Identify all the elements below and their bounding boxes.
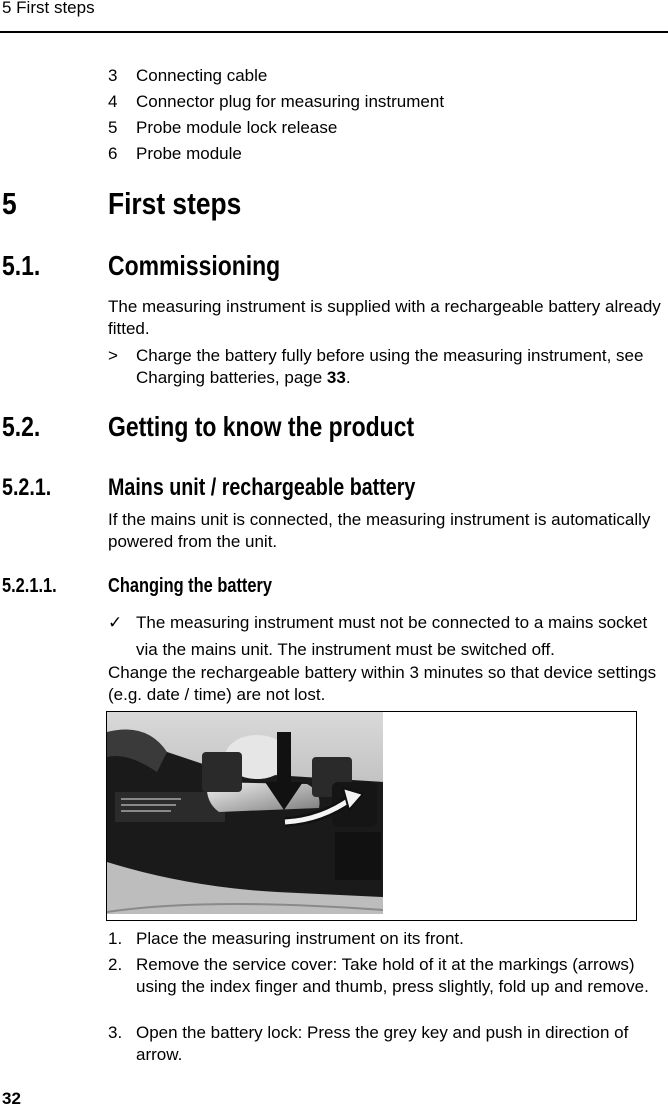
step-text: Charge the battery fully before using the measuring instrument, see Charging batteries, page	[136, 346, 644, 387]
step-number: 2.	[108, 955, 123, 974]
list-item	[108, 143, 242, 165]
chapter-number: 5	[2, 186, 17, 221]
header-divider	[0, 31, 668, 33]
list-item-label: Probe module lock release	[136, 118, 338, 137]
section-number: 5.1.	[2, 250, 41, 281]
step-marker: >	[108, 346, 118, 365]
numbered-step	[108, 928, 664, 950]
page-reference: 33	[326, 368, 346, 387]
section-title: Getting to know the product	[108, 411, 415, 442]
prerequisite-text: The measuring instrument must not be connected to a mains socket via the mains unit. The instrument must be switched off.	[136, 613, 648, 659]
list-item	[108, 117, 337, 139]
step-number: 1.	[108, 929, 123, 948]
list-item-label: Connecting cable	[136, 66, 268, 85]
paragraph: The measuring instrument is supplied with a rechargeable battery already fitted.	[108, 297, 661, 338]
subsection-number: 5.2.1.	[2, 474, 52, 501]
list-item-number: 3	[108, 66, 118, 85]
paragraph: If the mains unit is connected, the measuring instrument is automatically powered from the unit.	[108, 510, 651, 551]
chapter-title: First steps	[108, 186, 242, 221]
check-icon: ✓	[108, 613, 123, 632]
section-title: Commissioning	[108, 250, 281, 281]
numbered-step	[108, 954, 664, 998]
page-number: 32	[2, 1089, 21, 1108]
subsubsection-title: Changing the battery	[108, 575, 273, 597]
step-text: Place the measuring instrument on its front.	[136, 929, 464, 948]
section-number: 5.2.	[2, 411, 41, 442]
list-item	[108, 65, 267, 87]
list-item-number: 4	[108, 92, 118, 111]
figure-frame	[106, 711, 637, 921]
step-end: .	[345, 368, 351, 387]
prerequisite	[108, 609, 664, 663]
step-text: Open the battery lock: Press the grey key and push in direction of arrow.	[136, 1023, 629, 1064]
step-text: Remove the service cover: Take hold of it at the markings (arrows) using the index finger and thumb, press slightly, fold up and remove.	[136, 955, 649, 996]
list-item-number: 6	[108, 144, 118, 163]
list-item	[108, 91, 444, 113]
step-number: 3.	[108, 1023, 123, 1042]
battery-compartment-photo	[107, 712, 383, 914]
list-item-number: 5	[108, 118, 118, 137]
paragraph: Change the rechargeable battery within 3 minutes so that device settings (e.g. date / time) are not lost.	[108, 663, 657, 704]
list-item-label: Probe module	[136, 144, 242, 163]
instruction-step	[108, 345, 664, 389]
list-item-label: Connector plug for measuring instrument	[136, 92, 445, 111]
numbered-step	[108, 1022, 664, 1066]
subsection-title: Mains unit / rechargeable battery	[108, 474, 416, 501]
subsubsection-number: 5.2.1.1.	[2, 575, 57, 597]
running-header: 5 First steps	[2, 0, 95, 17]
